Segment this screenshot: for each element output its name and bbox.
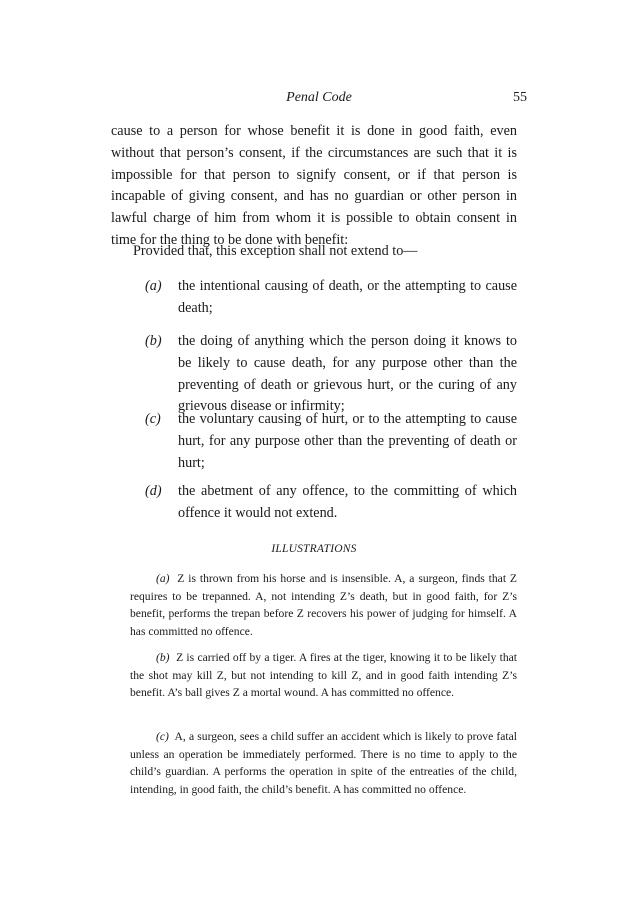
clause-label: (d) xyxy=(145,483,162,499)
illustrations-heading: ILLUSTRATIONS xyxy=(271,543,357,555)
illustration-label: (b) xyxy=(156,651,173,664)
illustration-label: (c) xyxy=(156,730,173,743)
running-title: Penal Code xyxy=(286,90,352,105)
clause-label: (c) xyxy=(145,411,161,427)
illustration-a xyxy=(130,570,517,640)
proviso-text: Provided that, this exception shall not extend to— xyxy=(133,243,418,259)
clause-text: the abetment of any offence, to the committing of which offence it would not extend. xyxy=(178,483,517,521)
page-number: 55 xyxy=(513,90,527,105)
illustration-c xyxy=(130,728,517,798)
clause-text: the doing of anything which the person doing it knows to be likely to cause death, for any purpose other than the preventing of death or grievous hurt, or the curing of any grievous disease or infirmity; xyxy=(178,333,517,415)
illustration-text: Z is thrown from his horse and is insensible. A, a surgeon, finds that Z requires to be trepanned. A, not intending Z’s death, but in good faith, for Z’s benefit, performs the trepan before Z recovers his power of judging for himself. A has committed no offence. xyxy=(130,572,518,638)
clause-label: (a) xyxy=(145,278,162,294)
page-header xyxy=(111,89,527,109)
illustration-label: (a) xyxy=(156,572,174,585)
illustration-b xyxy=(130,649,517,702)
clause-text: the intentional causing of death, or the attempting to cause death; xyxy=(178,278,517,316)
illustration-text: A, a surgeon, sees a child suffer an accident which is likely to prove fatal unless an operation be immediately performed. There is no time to apply to the child’s guardian. A performs the operation in spite of the entreaties of the child, intending, in good faith, the child’s benefit. A has committed no offence. xyxy=(130,730,517,796)
clause-text: the voluntary causing of hurt, or to the attempting to cause hurt, for any purpose other than the preventing of death or hurt; xyxy=(178,411,517,471)
clause-label: (b) xyxy=(145,333,162,349)
body-paragraph: cause to a person for whose benefit it is done in good faith, even without that person’s consent, if the circumstances are such that it is impossible for that person to signify consent, or if that person is incapable of giving consent, and has no guardian or other person in lawful charge of him from whom it is possible to obtain consent in time for the thing to be done with benefit: xyxy=(111,123,517,248)
illustration-text: Z is carried off by a tiger. A fires at the tiger, knowing it to be likely that the shot may kill Z, but not intending to kill Z, and in good faith intending Z’s benefit. A’s ball gives Z a mortal wound. A has committed no offence. xyxy=(130,651,517,700)
